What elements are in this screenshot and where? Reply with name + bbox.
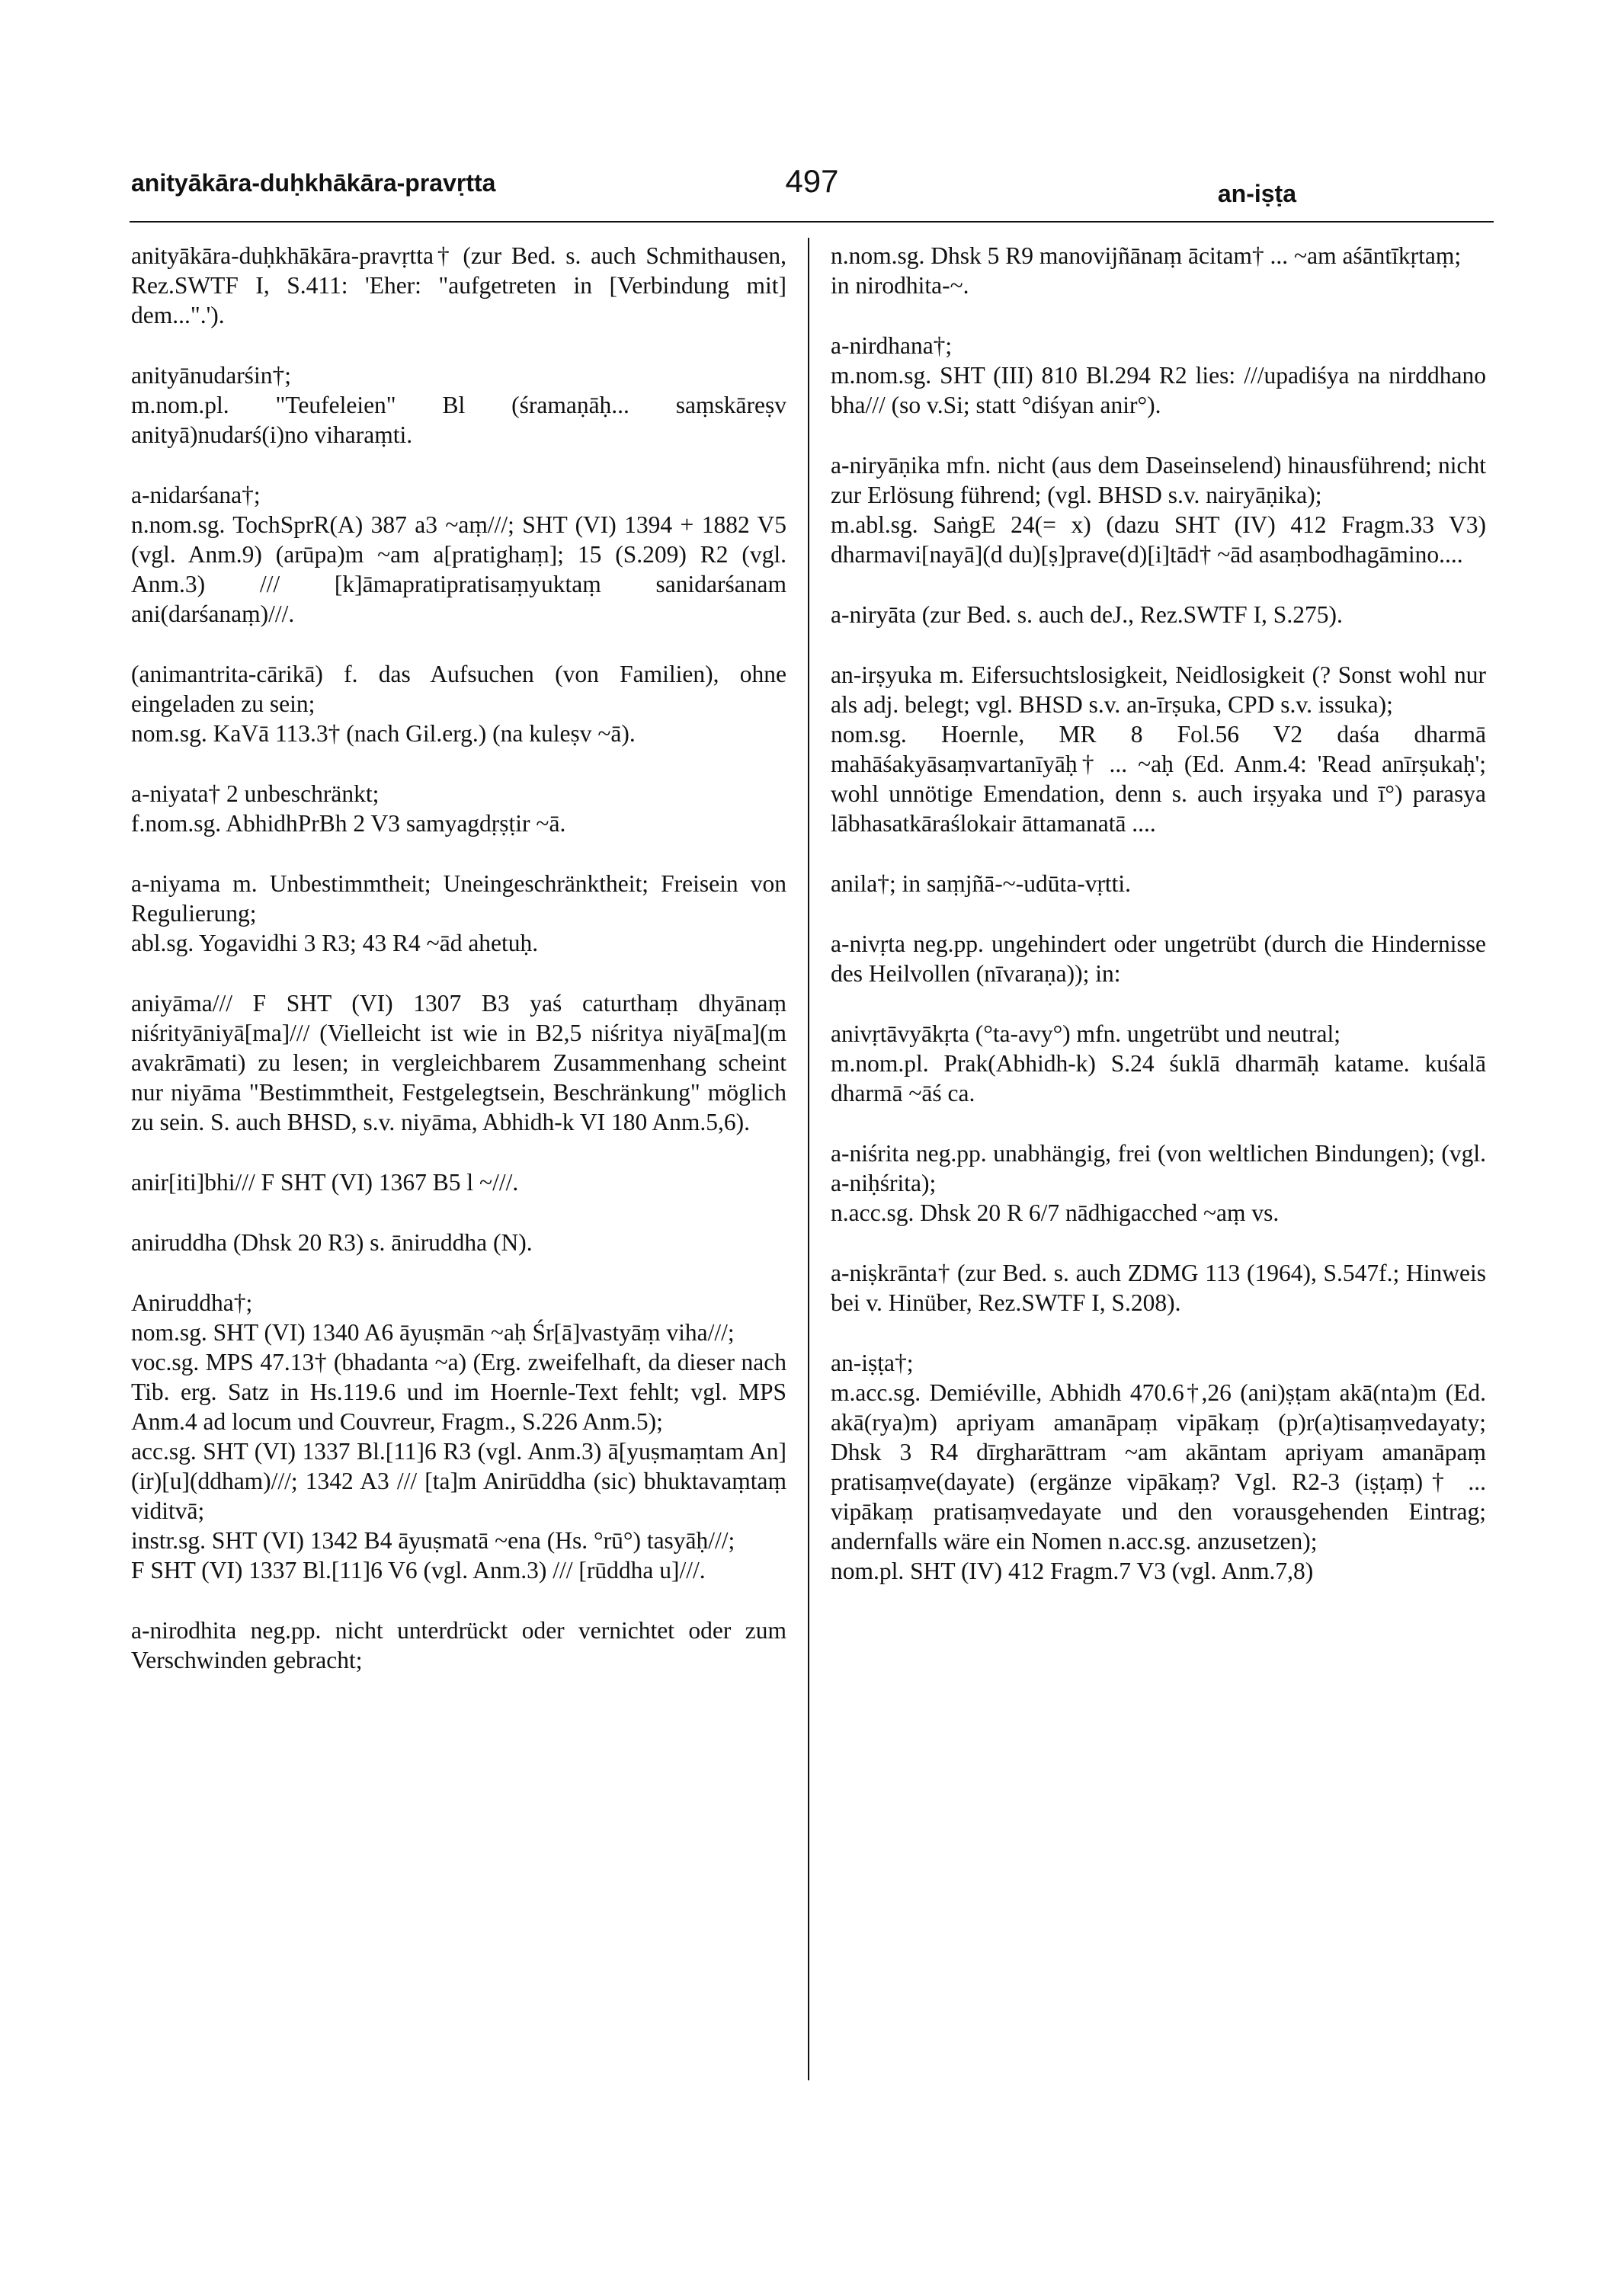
- entry-citation: f.nom.sg. AbhidhPrBh 2 V3 samyagdṛṣṭir ~ā.: [131, 810, 566, 837]
- entry-headline: a-niryāṇika mfn. nicht (aus dem Daseinselend) hinausführend; nicht zur Erlösung führend; (vgl. BHSD s.v. nairyāṇika);: [831, 452, 1486, 508]
- entry-headline: an-iṣṭa†;: [831, 1350, 914, 1376]
- entry-headline: a-nirdhana†;: [831, 332, 953, 359]
- entry-headline: anityānudarśin†;: [131, 362, 291, 389]
- dictionary-entry: [831, 1138, 1486, 1228]
- dictionary-entry: [131, 241, 786, 330]
- header-rule: [130, 221, 1494, 223]
- entry-citation: nom.sg. SHT (VI) 1340 A6 āyuṣmān ~aḥ Śr[ā]vastyāṃ viha///;: [131, 1319, 735, 1346]
- dictionary-entry: [831, 241, 1486, 300]
- dictionary-entry: [131, 480, 786, 629]
- dictionary-entry: [831, 1258, 1486, 1318]
- right-column: [831, 241, 1486, 1616]
- entry-headline: a-niṣkrānta† (zur Bed. s. auch ZDMG 113 (1964), S.547f.; Hinweis bei v. Hinüber, Rez.SWTF I, S.208).: [831, 1260, 1486, 1316]
- entry-headline: a-nivṛta neg.pp. ungehindert oder ungetrübt (durch die Hindernisse des Heilvollen (nīvaraṇa)); in:: [831, 930, 1486, 987]
- entry-citation: m.nom.pl. "Teufeleien" Bl (śramaṇāḥ... saṃskāreṣv anityā)nudarś(i)no viharaṃti.: [131, 392, 786, 448]
- column-divider: [808, 238, 809, 2080]
- entry-citation: m.abl.sg. SaṅgE 24(= x) (dazu SHT (IV) 412 Fragm.33 V3) dharmavi[nayā](d du)[ṣ]prave(d)[i]tād† ~ād asaṃbodhagāmino....: [831, 511, 1486, 568]
- entry-headline: a-niśrita neg.pp. unabhängig, frei (von weltlichen Bindungen); (vgl. a-niḥśrita);: [831, 1140, 1486, 1196]
- entry-headline: anivṛtāvyākṛta (°ta-avy°) mfn. ungetrübt und neutral;: [831, 1020, 1341, 1047]
- entry-citation: n.acc.sg. Dhsk 20 R 6/7 nādhigacched ~aṃ vs.: [831, 1199, 1280, 1226]
- entry-citation: acc.sg. SHT (VI) 1337 Bl.[11]6 R3 (vgl. Anm.3) ā[yuṣmaṃtam An](ir)[u](ddham)///; 1342 A3 /// [ta]m Anirūddha (sic) bhuktavaṃtaṃ viditvā;: [131, 1438, 786, 1524]
- entry-citation: instr.sg. SHT (VI) 1342 B4 āyuṣmatā ~ena (Hs. °rū°) tasyāḥ///;: [131, 1527, 735, 1554]
- entry-headline: aniyāma/// F SHT (VI) 1307 B3 yaś caturthaṃ dhyānaṃ niśrityāniyā[ma]/// (Vielleicht ist wie in B2,5 niśritya niyā[ma](m avakrāmati) zu lesen; in vergleichbarem Zusammenhang scheint nur niyāma "Bestimmtheit, Festgelegtsein, Beschränkung" möglich zu sein. S. auch BHSD, s.v. niyāma, Abhidh-k VI 180 Anm.5,6).: [131, 990, 786, 1135]
- dictionary-entry: [831, 1019, 1486, 1108]
- entry-citation: F SHT (VI) 1337 Bl.[11]6 V6 (vgl. Anm.3) /// [rūddha u]///.: [131, 1557, 706, 1584]
- entry-headline: a-niryāta (zur Bed. s. auch deJ., Rez.SWTF I, S.275).: [831, 601, 1343, 628]
- dictionary-entry: [831, 660, 1486, 838]
- dictionary-entry: [131, 779, 786, 838]
- entry-citation: nom.pl. SHT (IV) 412 Fragm.7 V3 (vgl. Anm.7,8): [831, 1558, 1314, 1584]
- entry-citation: n.nom.sg. TochSprR(A) 387 a3 ~aṃ///; SHT (VI) 1394 + 1882 V5 (vgl. Anm.9) (arūpa)m ~am a[pratighaṃ]; 15 (S.209) R2 (vgl. Anm.3) /// [k]āmapratipratisaṃyuktaṃ sanidarśanam ani(darśanaṃ)///.: [131, 511, 786, 627]
- entry-headline: anila†; in saṃjñā-~-udūta-vṛtti.: [831, 870, 1132, 897]
- dictionary-entry: [131, 659, 786, 748]
- dictionary-entry: [131, 1288, 786, 1585]
- entry-citation: nom.sg. Hoernle, MR 8 Fol.56 V2 daśa dharmā mahāśakyāsaṃvartanīyāḥ† ... ~aḥ (Ed. Anm.4: 'Read anīrṣukaḥ'; wohl unnötige Emendation, denn s. auch irṣyaka und ī°) parasya lābhasatkāraślokair āttamanatā ....: [831, 721, 1486, 837]
- entry-citation: nom.sg. KaVā 113.3† (nach Gil.erg.) (na kuleṣv ~ā).: [131, 720, 636, 747]
- dictionary-entry: [131, 1228, 786, 1257]
- left-column: [131, 241, 786, 1705]
- dictionary-entry: [131, 869, 786, 958]
- entry-citation: m.nom.sg. SHT (III) 810 Bl.294 R2 lies: ///upadiśya na nirddhano bha/// (so v.Si; statt °diśyan anir°).: [831, 362, 1486, 418]
- page-number: 497: [785, 163, 839, 199]
- entry-citation: abl.sg. Yogavidhi 3 R3; 43 R4 ~ād ahetuḥ.: [131, 930, 539, 956]
- entry-citation: voc.sg. MPS 47.13† (bhadanta ~a) (Erg. zweifelhaft, da dieser nach Tib. erg. Satz in Hs.119.6 und im Hoernle-Text fehlt; vgl. MPS Anm.4 ad locum und Couvreur, Fragm., S.226 Anm.5);: [131, 1349, 786, 1435]
- dictionary-entry: [131, 1616, 786, 1675]
- entry-headline: anityākāra-duḥkhākāra-pravṛtta† (zur Bed. s. auch Schmithausen, Rez.SWTF I, S.411: 'Eher: "aufgetreten in [Verbindung mit] dem...".').: [131, 242, 786, 328]
- entry-citation: m.acc.sg. Demiéville, Abhidh 470.6†,26 (ani)ṣṭam akā(nta)m (Ed. akā(rya)m) apriyam amanāpaṃ vipākaṃ (p)r(a)tisaṃvedayaty; Dhsk 3 R4 dīrgharāttram ~am akāntam apriyam amanāpaṃ pratisaṃve(dayate) (ergänze vipākaṃ? Vgl. R2-3 (iṣṭaṃ)† ... vipākaṃ pratisaṃvedayate und den vorausgehenden Eintrag; andernfalls wäre ein Nomen n.acc.sg. anzusetzen);: [831, 1379, 1486, 1555]
- running-header: [0, 163, 1624, 215]
- header-left-guideword: anityākāra-duḥkhākāra-pravṛtta: [131, 169, 496, 197]
- entry-headline: a-niyata† 2 unbeschränkt;: [131, 780, 380, 807]
- entry-headline: anir[iti]bhi/// F SHT (VI) 1367 B5 l ~///.: [131, 1169, 519, 1196]
- dictionary-entry: [831, 450, 1486, 569]
- entry-headline: Aniruddha†;: [131, 1289, 253, 1316]
- entry-headline: an-irṣyuka m. Eifersuchtslosigkeit, Neidlosigkeit (? Sonst wohl nur als adj. belegt; vgl. BHSD s.v. an-īrṣuka, CPD s.v. issuka);: [831, 661, 1486, 718]
- dictionary-entry: [831, 1348, 1486, 1586]
- entry-headline: a-nidarśana†;: [131, 482, 261, 508]
- dictionary-entry: [831, 331, 1486, 420]
- dictionary-entry: [831, 869, 1486, 898]
- dictionary-entry: [831, 929, 1486, 988]
- header-right-guideword: an-iṣṭa: [1217, 180, 1296, 207]
- entry-headline: aniruddha (Dhsk 20 R3) s. āniruddha (N).: [131, 1229, 533, 1256]
- dictionary-entry: [831, 600, 1486, 629]
- entry-citation: m.nom.pl. Prak(Abhidh-k) S.24 śuklā dharmāḥ katame. kuśalā dharmā ~āś ca.: [831, 1050, 1486, 1106]
- entry-citation: in nirodhita-~.: [831, 272, 969, 299]
- entry-headline: (animantrita-cārikā) f. das Aufsuchen (von Familien), ohne eingeladen zu sein;: [131, 661, 786, 717]
- entry-headline: n.nom.sg. Dhsk 5 R9 manovijñānaṃ ācitam† ... ~am aśāntīkṛtaṃ;: [831, 242, 1462, 269]
- dictionary-entry: [131, 360, 786, 450]
- entry-headline: a-niyama m. Unbestimmtheit; Uneingeschränktheit; Freisein von Regulierung;: [131, 870, 786, 927]
- entry-headline: a-nirodhita neg.pp. nicht unterdrückt oder vernichtet oder zum Verschwinden gebracht;: [131, 1617, 786, 1673]
- dictionary-entry: [131, 988, 786, 1137]
- dictionary-entry: [131, 1167, 786, 1197]
